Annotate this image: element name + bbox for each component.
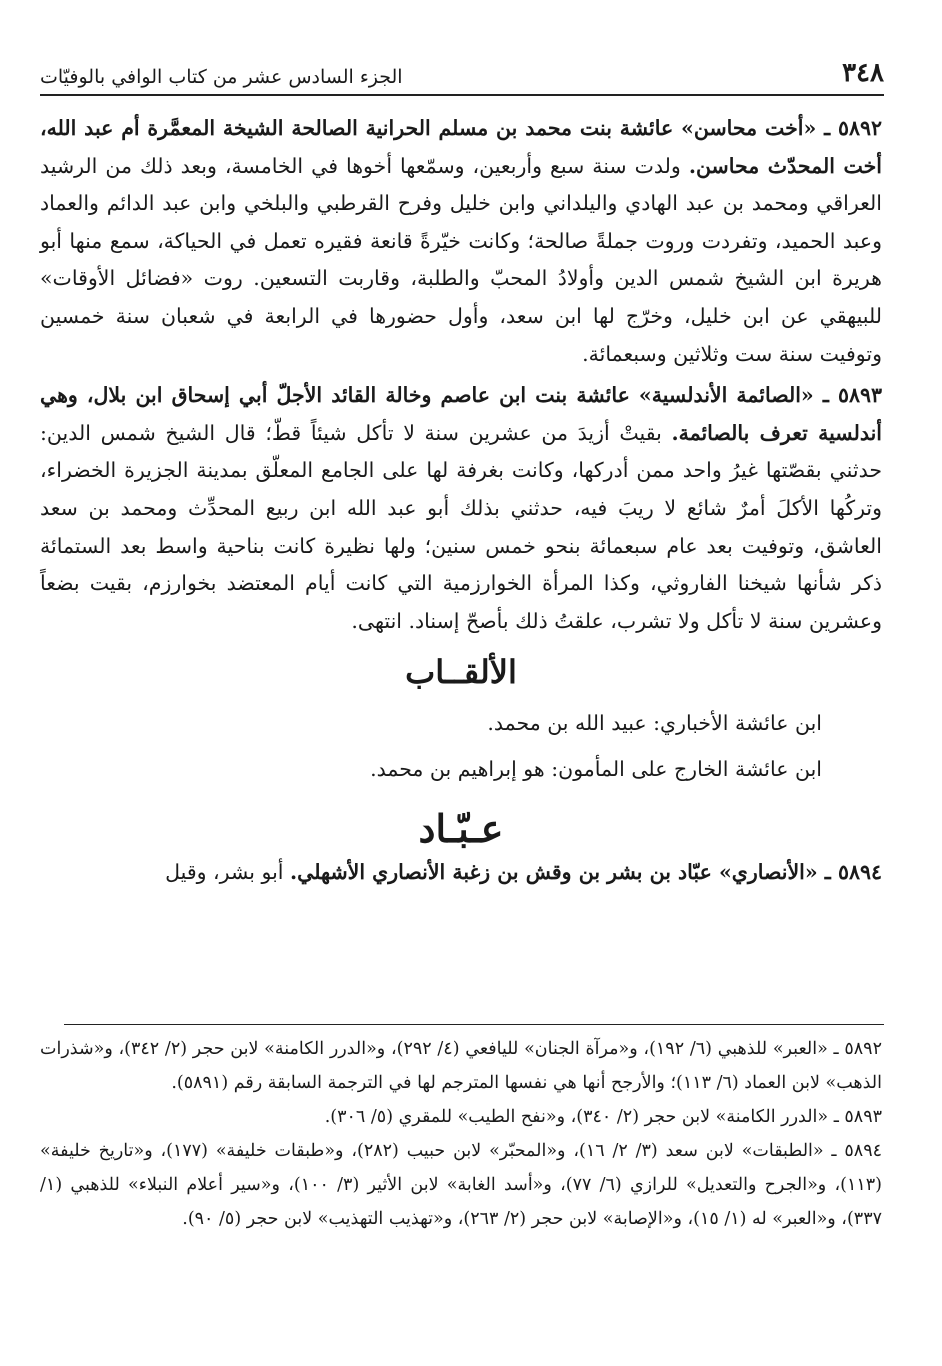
entry-5894-head: ٥٨٩٤ ـ «الأنصاري» عبّاد بن بشر بن وقش بن زغبة الأنصاري الأشهلي. <box>290 859 882 884</box>
page-header <box>40 48 884 88</box>
entry-5892 <box>40 110 882 373</box>
footnote-5894: ٥٨٩٤ ـ «الطبقات» لابن سعد (٣/ ٢/ ١٦)، و«المحبّر» لابن حبيب (٢٨٢)، و«طبقات خليفة» (١٧٧)، و«تاريخ خليفة» (١١٣)، و«الجرح والتعديل» للرازي (٦/ ٧٧)، و«أسد الغابة» لابن الأثير (٣/ ١٠٠)، و«سير أعلام النبلاء» للذهبي (١/ ٣٣٧)، و«العبر» له (١/ ١٥)، و«الإصابة» لابن حجر (٢/ ٢٦٣)، و«تهذيب التهذيب» لابن حجر (٥/ ٩٠). <box>40 1141 882 1229</box>
alqab-heading: الألقــاب <box>405 653 517 692</box>
page-number: ٣٤٨ <box>842 58 884 88</box>
footnotes <box>40 1032 882 1236</box>
entry-5894-body: أبو بشر، وقيل <box>165 859 290 884</box>
entry-5893 <box>40 377 882 640</box>
entry-5894 <box>40 854 882 892</box>
header-rule <box>40 94 884 96</box>
footnote-rule <box>64 1024 884 1025</box>
footnote-5893: ٥٨٩٣ ـ «الدرر الكامنة» لابن حجر (٢/ ٣٤٠)، و«نفح الطيب» للمقري (٥/ ٣٠٦). <box>324 1107 882 1127</box>
footnote-5892: ٥٨٩٢ ـ «العبر» للذهبي (٦/ ١٩٢)، و«مرآة الجنان» لليافعي (٤/ ٢٩٢)، و«الدرر الكامنة» لابن حجر (٢/ ٣٤٢)، و«شذرات الذهب» لابن العماد (٦/ ١١٣)؛ والأرجح أنها هي نفسها المترجم لها في الترجمة السابقة رقم (٥٨٩١). <box>40 1039 882 1093</box>
entry-5892-body: ولدت سنة سبع وأربعين، وسمّعها أخوها في الخامسة، وبعد ذلك من الرشيد العراقي ومحمد بن عبد الهادي واليلداني وابن خليل وفرح القرطبي والبلخي وابن عبد الدائم والعماد وعبد الحميد، وتفردت وروت جملةً صالحة؛ وكانت خيّرةً قانعة فقيره تعمل في الحياكة، سمع منها أبو هريرة ابن الشيخ شمس الدين وأولادُ المحبّ والطلبة، وقاربت التسعين. روت «فضائل الأوقات» للبيهقي عن ابن خليل، وخرّج لها ابن سعد، وأول حضورها في الرابعة في شعبان سنة خمسين وتوفيت سنة ست وثلاثين وسبعمائة. <box>40 153 882 366</box>
laqab-entry-1: ابن عائشة الأخباري: عبيد الله بن محمد. <box>487 710 822 735</box>
main-text <box>40 110 882 895</box>
laqab-entry-2: ابن عائشة الخارج على المأمون: هو إبراهيم بن محمد. <box>370 756 822 781</box>
abbad-heading: عـبّـاد <box>418 805 504 851</box>
entry-5893-head: ٥٨٩٣ ـ «الصائمة الأندلسية» عائشة بنت ابن عاصم وخالة القائد الأجلّ أبي إسحاق ابن بلال، وهي أندلسية تعرف بالصائمة. <box>40 383 882 445</box>
entry-5893-body: بقيتْ أزيدَ من عشرين سنة لا تأكل شيئاً قطّ؛ قال الشيخ شمس الدين: حدثني بقصّتها غيرُ واحد ممن أدركها، وكانت بغرفة لها على الجامع المعلّق بمدينة الجزيرة الخضراء، وتركُها الأكلَ أمرٌ شائع لا ريبَ فيه، حدثني بذلك أبو عبد الله ابن ربيع المحدِّث ومحمد بن سعد العاشق، وتوفيت بعد عام سبعمائة بنحو خمس سنين؛ ولها نظيرة كانت بناحية واسط بعد الستمائة ذكر شأنها شيخنا الفاروثي، وكذا المرأة الخوارزمية التي كانت أيام المعتضد بخوارزم، بقيت بضعاً وعشرين سنة لا تأكل ولا تشرب، علقتُ ذلك بأصحّ إسناد. انتهى. <box>40 420 882 633</box>
running-title: الجزء السادس عشر من كتاب الوافي بالوفيّات <box>40 66 403 88</box>
entry-5892-head: ٥٨٩٢ ـ «أخت محاسن» عائشة بنت محمد بن مسلم الحرانية الصالحة الشيخة المعمَّرة أم عبد الله، أخت المحدّث محاسن. <box>40 116 882 178</box>
